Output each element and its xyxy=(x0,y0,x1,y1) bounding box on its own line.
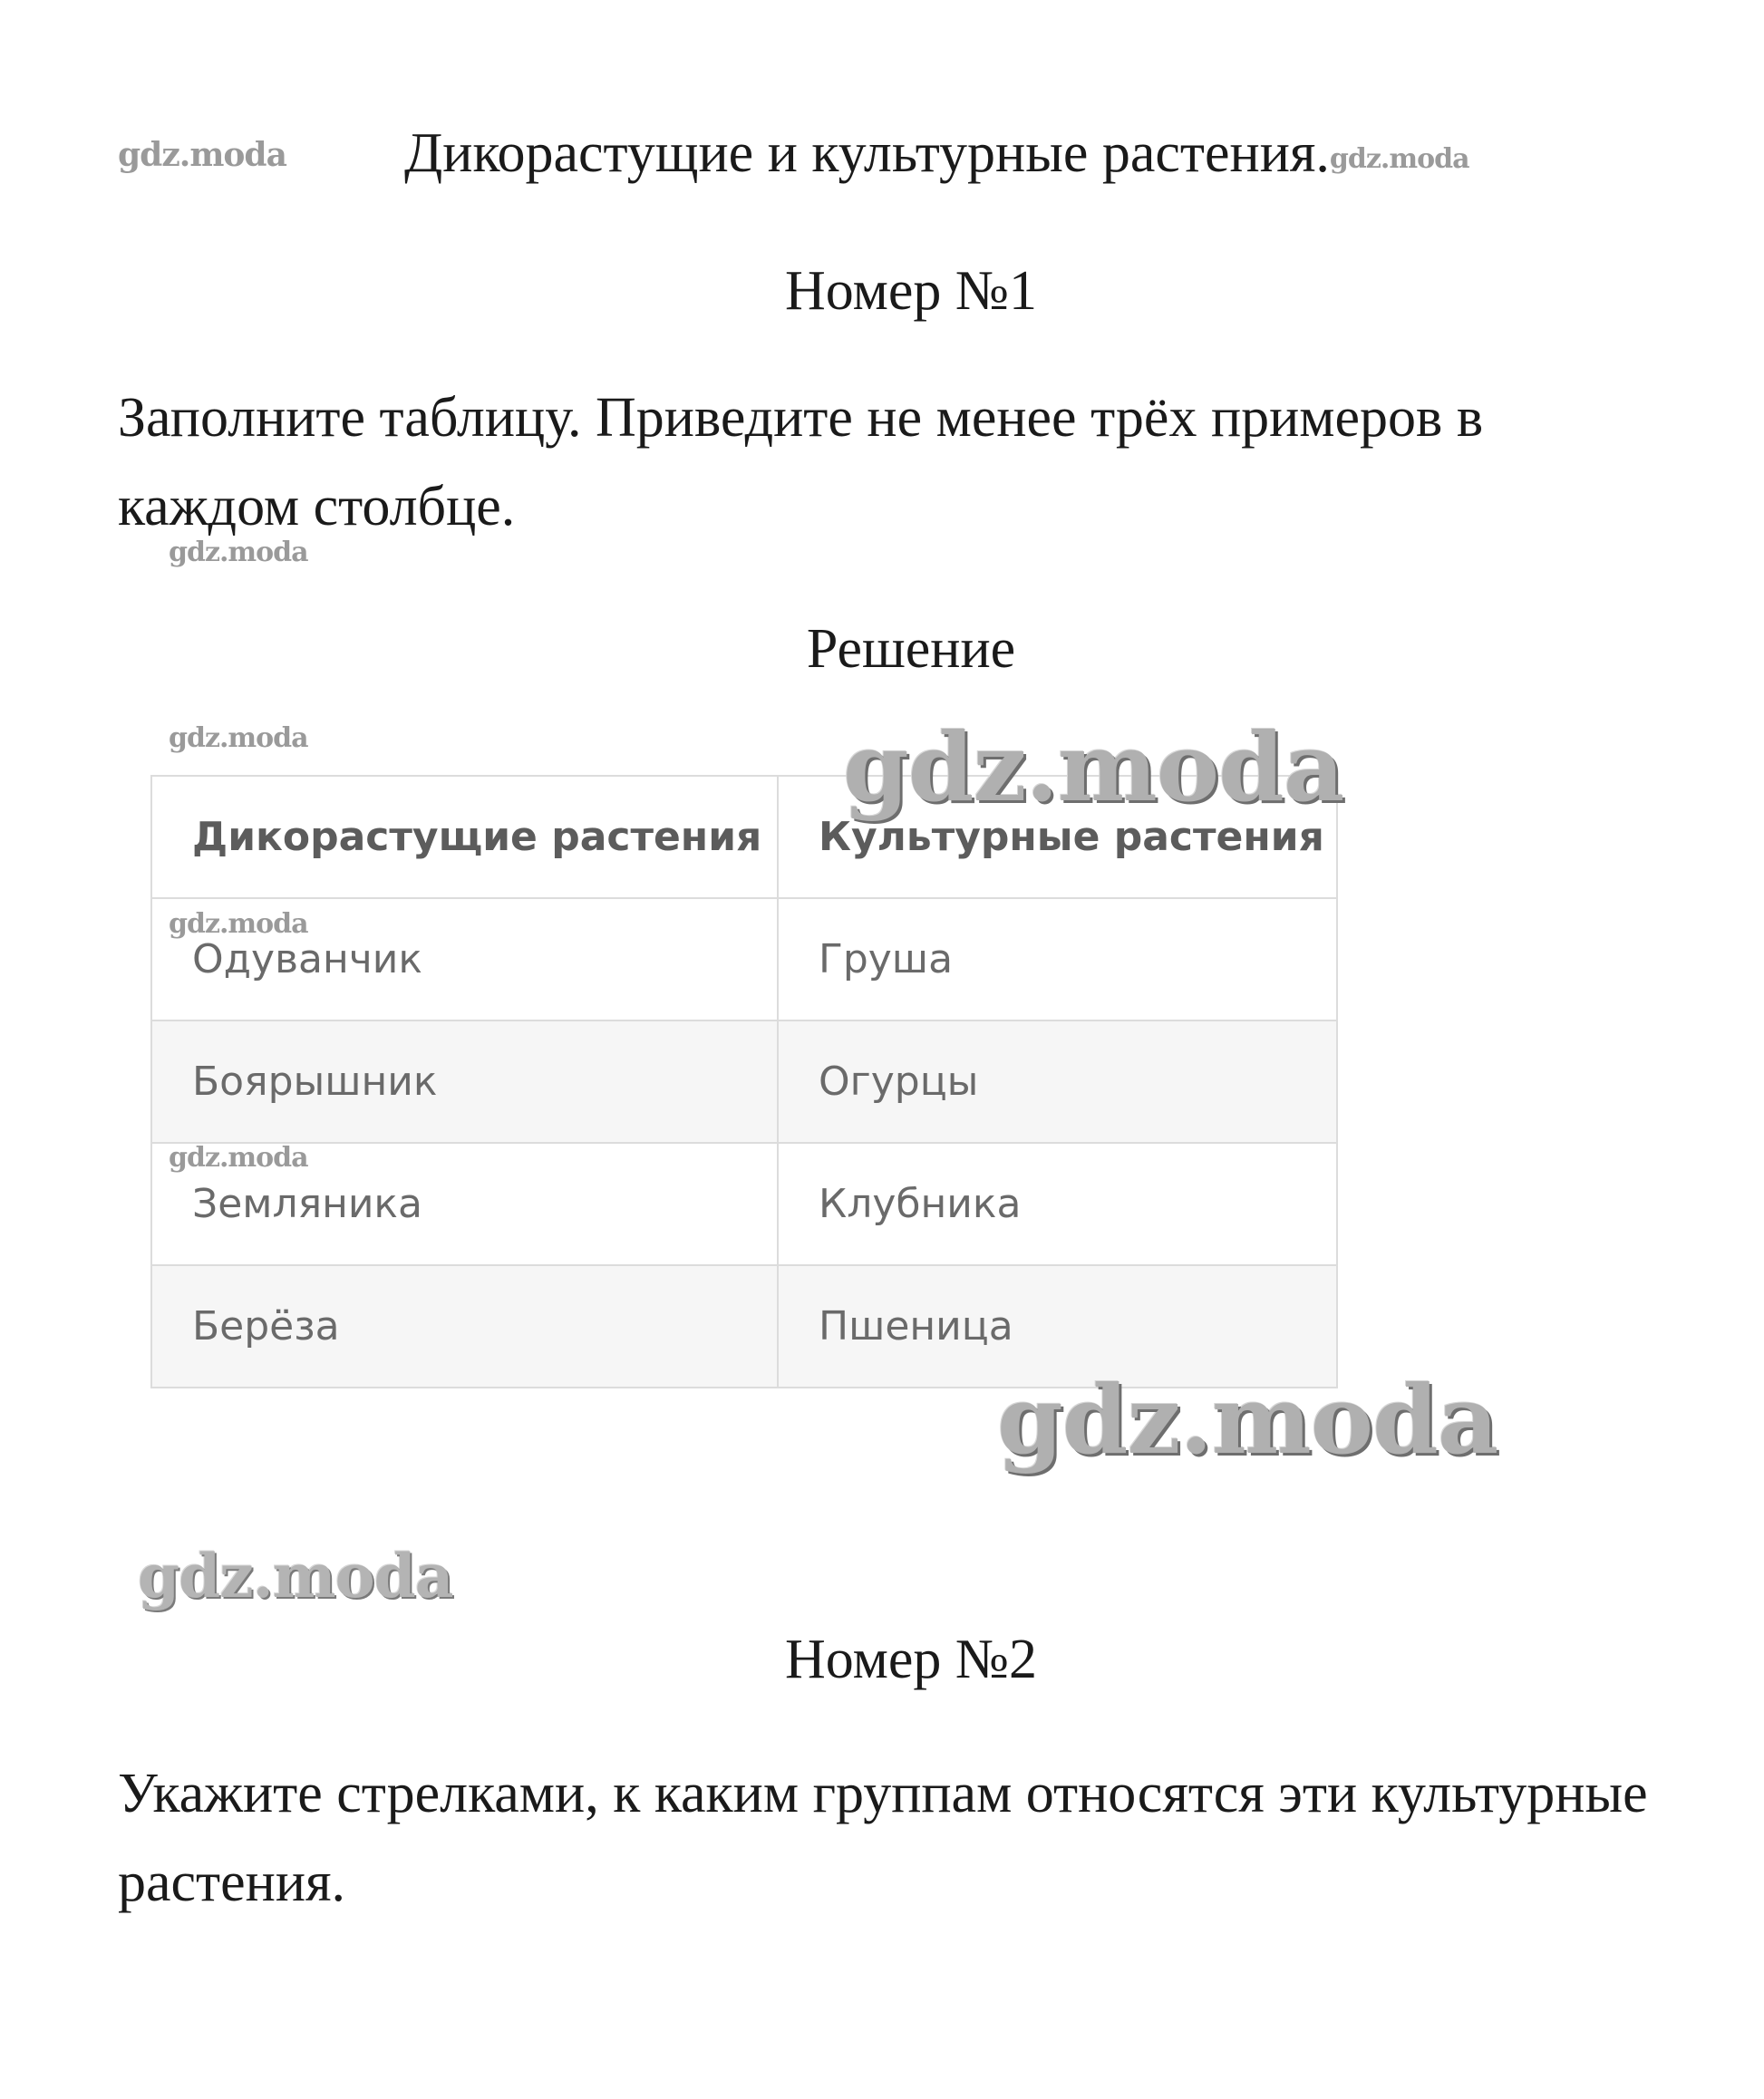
table-row xyxy=(151,1143,1337,1265)
watermark: gdz.moda xyxy=(169,537,308,568)
table-header-wild: Дикорастущие растения xyxy=(151,776,778,898)
table-cell-wild: Берёза xyxy=(151,1265,778,1388)
problem-1-heading: Номер №1 xyxy=(784,260,1037,322)
solution-label: Решение xyxy=(806,618,1016,680)
page-title-text: Дикорастущие и культурные растения. xyxy=(404,122,1330,184)
answer-table xyxy=(150,775,1338,1388)
table-cell-cultivated: Груша xyxy=(778,898,1337,1020)
table-header-cultivated: Культурные растения xyxy=(778,776,1337,898)
table-row xyxy=(151,1020,1337,1143)
watermark: gdz.moda xyxy=(169,722,308,754)
watermark: gdz.moda xyxy=(118,136,286,174)
watermark: gdz.moda xyxy=(1329,143,1469,175)
problem-1-text: Заполните таблицу. Приведите не менее трёх примеров в каждом столбце. xyxy=(118,387,1484,537)
table-cell-cultivated: Клубника xyxy=(778,1143,1337,1265)
table-cell-cultivated: Пшеница xyxy=(778,1265,1337,1388)
table-cell-wild: Земляника xyxy=(151,1143,778,1265)
problem-2-heading: Номер №2 xyxy=(784,1629,1037,1690)
page-title xyxy=(404,122,1469,184)
table-cell-cultivated: Огурцы xyxy=(778,1020,1337,1143)
watermark: gdz.moda xyxy=(843,711,1344,823)
table-cell-wild: Одуванчик xyxy=(151,898,778,1020)
table-row xyxy=(151,898,1337,1020)
watermark: gdz.moda xyxy=(997,1364,1498,1475)
watermark: gdz.moda xyxy=(169,1142,308,1174)
watermark: gdz.moda xyxy=(138,1541,453,1611)
watermark: gdz.moda xyxy=(169,908,308,940)
problem-2-text: Укажите стрелками, к каким группам относятся эти культурные растения. xyxy=(118,1763,1648,1913)
table-cell-wild: Боярышник xyxy=(151,1020,778,1143)
